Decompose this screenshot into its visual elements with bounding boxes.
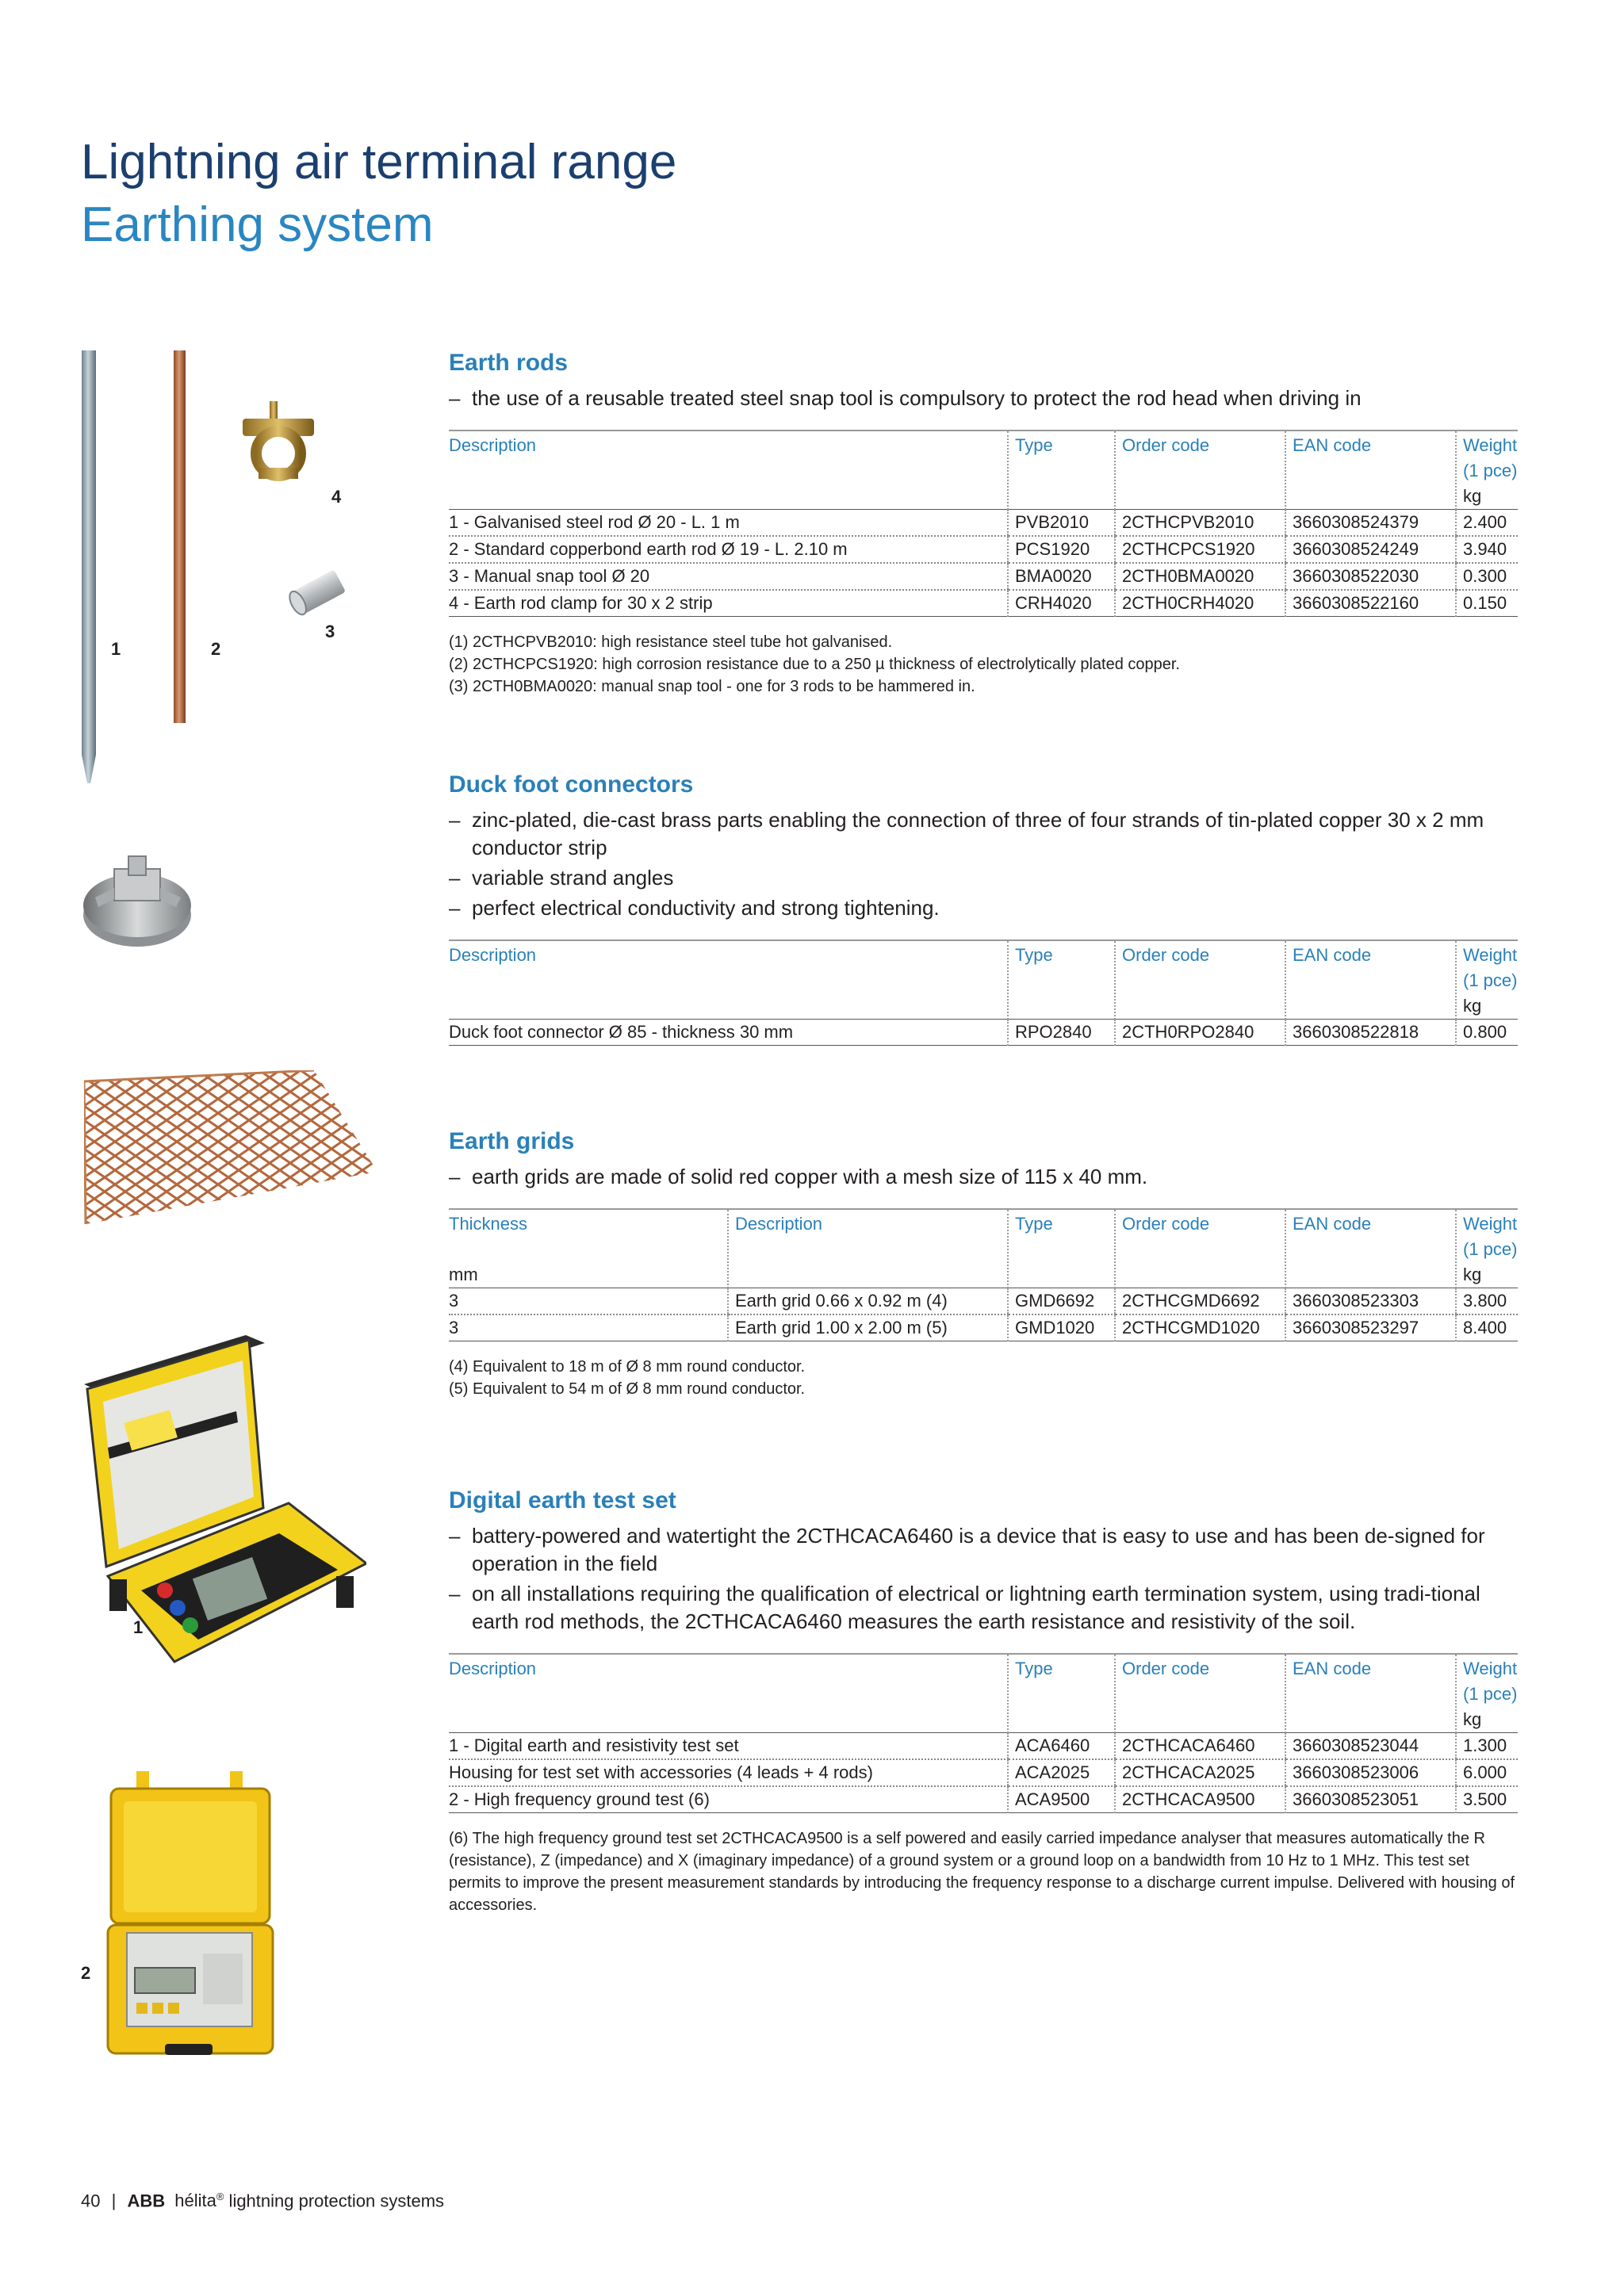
table-cell: PCS1920: [1008, 536, 1115, 563]
table-header-row: [449, 430, 1518, 510]
column-header: Type: [1008, 1654, 1115, 1733]
table-cell: 2CTHCACA6460: [1115, 1733, 1285, 1760]
table-cell: Housing for test set with accessories (4 leads + 4 rods): [449, 1759, 1008, 1786]
footnote: (3) 2CTH0BMA0020: manual snap tool - one for 3 rods to be hammered in.: [449, 678, 975, 695]
column-header: Description: [728, 1209, 1008, 1288]
digital-earth-tester-image: [79, 1329, 366, 1668]
table-cell: 2.400: [1456, 510, 1518, 537]
footnote: (4) Equivalent to 18 m of Ø 8 mm round conductor.: [449, 1358, 806, 1376]
weight-unit: kg: [1463, 1265, 1482, 1284]
column-header: EAN code: [1285, 430, 1456, 510]
weight-per-piece: (1 pce): [1463, 461, 1518, 480]
table-cell: ACA2025: [1008, 1759, 1115, 1786]
bullet-item: – battery-powered and watertight the 2CTHCACA6460 is a device that is easy to use and has been de-signed for operation in the field: [449, 1522, 1503, 1578]
rod-label-2: 2: [211, 639, 221, 659]
duck-foot-connectors-section: [449, 773, 1518, 1046]
thickness-label: Thickness: [449, 1214, 528, 1234]
table-cell: 1 - Digital earth and resistivity test set: [449, 1733, 1008, 1760]
table-header-row: [449, 1209, 1518, 1288]
table-row: [449, 1020, 1518, 1046]
section-heading: Earth rods: [449, 350, 569, 376]
table-cell: GMD6692: [1008, 1288, 1115, 1315]
column-header: Type: [1008, 1209, 1115, 1288]
column-header: EAN code: [1285, 1209, 1456, 1288]
table-row: [449, 1733, 1518, 1760]
table-cell: 8.400: [1456, 1314, 1518, 1341]
footnote: (6) The high frequency ground test set 2CTHCACA9500 is a self powered and easily carried impedance analyser that measures automatically the R (resistance), Z (impedance) and X (imaginary impedance) of a ground system or a ground loop on a bandwidth from 10 Hz to 1 MHz. This test set permits to improve the present measurement standards by introducing the frequency response to a discharge current impulse. Delivered with housing of accessories.: [449, 1830, 1515, 1914]
weight-per-piece: (1 pce): [1463, 1684, 1518, 1704]
table-cell: 3: [449, 1288, 728, 1315]
snap-tool-image: [285, 564, 354, 618]
table-cell: 2CTH0RPO2840: [1115, 1020, 1285, 1046]
page-subtitle: Earthing system: [81, 197, 434, 252]
galvanised-steel-rod-image: [79, 350, 100, 785]
weight-unit: kg: [1463, 1709, 1482, 1729]
table-cell: 2CTHCPVB2010: [1115, 510, 1285, 537]
rod-label-1: 1: [111, 639, 121, 659]
table-cell: GMD1020: [1008, 1314, 1115, 1341]
table-cell: 4 - Earth rod clamp for 30 x 2 strip: [449, 590, 1008, 617]
section-heading: Digital earth test set: [449, 1487, 676, 1513]
table-cell: 3660308522818: [1285, 1020, 1456, 1046]
footnote: (1) 2CTHCPVB2010: high resistance steel tube hot galvanised.: [449, 633, 893, 651]
table-cell: 3.800: [1456, 1288, 1518, 1315]
weight-unit: kg: [1463, 486, 1482, 506]
earth-grids-section: [449, 1130, 1518, 1400]
column-header: Description: [449, 430, 1008, 510]
bullet-list: [449, 385, 1518, 412]
table-cell: 3.500: [1456, 1786, 1518, 1813]
weight-column-header: [1456, 1654, 1518, 1733]
table-row: [449, 1288, 1518, 1315]
weight-label: Weight: [1463, 945, 1518, 965]
table-cell: 2CTHCACA2025: [1115, 1759, 1285, 1786]
column-header: Description: [449, 940, 1008, 1020]
table-cell: Earth grid 1.00 x 2.00 m (5): [728, 1314, 1008, 1341]
table-row: [449, 510, 1518, 537]
earth-grids-table: [449, 1208, 1518, 1341]
footer-separator: |: [111, 2191, 117, 2211]
table-cell: 3660308524249: [1285, 536, 1456, 563]
table-row: [449, 1314, 1518, 1341]
table-cell: CRH4020: [1008, 590, 1115, 617]
digital-earth-test-set-table: [449, 1653, 1518, 1813]
weight-label: Weight: [1463, 1214, 1518, 1234]
weight-label: Weight: [1463, 435, 1518, 455]
column-header: Order code: [1115, 940, 1285, 1020]
column-header: Order code: [1115, 430, 1285, 510]
footnotes: [449, 1356, 1518, 1400]
bullet-list: [449, 1522, 1503, 1636]
column-header: EAN code: [1285, 1654, 1456, 1733]
thickness-unit: mm: [449, 1265, 478, 1284]
footnotes: [449, 631, 1518, 698]
bullet-item: – earth grids are made of solid red copper with a mesh size of 115 x 40 mm.: [449, 1163, 1518, 1191]
snap-tool-label-3: 3: [325, 622, 335, 641]
table-cell: 3 - Manual snap tool Ø 20: [449, 563, 1008, 590]
table-cell: 3: [449, 1314, 728, 1341]
page-number: 40: [81, 2191, 101, 2211]
weight-column-header: [1456, 940, 1518, 1020]
digital-earth-test-set-section: [449, 1489, 1518, 1916]
table-cell: Earth grid 0.66 x 0.92 m (4): [728, 1288, 1008, 1315]
section-heading: Duck foot connectors: [449, 771, 694, 798]
weight-column-header: [1456, 430, 1518, 510]
bullet-list: [449, 806, 1496, 922]
section-heading: Earth grids: [449, 1128, 575, 1154]
bullet-item: – the use of a reusable treated steel snap tool is compulsory to protect the rod head when driving in: [449, 385, 1518, 412]
footnote: (5) Equivalent to 54 m of Ø 8 mm round conductor.: [449, 1380, 806, 1398]
table-cell: ACA6460: [1008, 1733, 1115, 1760]
bullet-list: [449, 1163, 1518, 1191]
column-header: Description: [449, 1654, 1008, 1733]
table-header-row: [449, 940, 1518, 1020]
table-cell: 3660308523303: [1285, 1288, 1456, 1315]
clamp-label-4: 4: [331, 487, 342, 507]
table-row: [449, 536, 1518, 563]
table-cell: 3660308524379: [1285, 510, 1456, 537]
table-cell: RPO2840: [1008, 1020, 1115, 1046]
tester-label-2: 2: [81, 1963, 91, 1983]
table-cell: Duck foot connector Ø 85 - thickness 30 mm: [449, 1020, 1008, 1046]
earth-rod-clamp-image: [235, 400, 322, 482]
table-cell: 2CTH0BMA0020: [1115, 563, 1285, 590]
table-cell: 2CTHCGMD6692: [1115, 1288, 1285, 1315]
table-cell: 2CTHCACA9500: [1115, 1786, 1285, 1813]
table-header-row: [449, 1654, 1518, 1733]
brand-name: ABB: [127, 2191, 166, 2211]
table-cell: 3660308523297: [1285, 1314, 1456, 1341]
product-name: hélita: [174, 2191, 216, 2211]
bullet-item: – perfect electrical conductivity and strong tightening.: [449, 894, 1496, 922]
table-cell: 1 - Galvanised steel rod Ø 20 - L. 1 m: [449, 510, 1008, 537]
table-cell: 6.000: [1456, 1759, 1518, 1786]
copperbond-rod-image: [171, 350, 189, 725]
earth-grid-image: [84, 1070, 377, 1224]
table-cell: 2 - High frequency ground test (6): [449, 1786, 1008, 1813]
column-header: Order code: [1115, 1209, 1285, 1288]
page-title: Lightning air terminal range: [81, 135, 677, 189]
table-row: [449, 563, 1518, 590]
table-row: [449, 590, 1518, 617]
footnote: (2) 2CTHCPCS1920: high corrosion resistance due to a 250 µ thickness of electrolytically plated copper.: [449, 656, 1180, 673]
table-cell: 3.940: [1456, 536, 1518, 563]
weight-label: Weight: [1463, 1659, 1518, 1678]
earth-rods-section: [449, 351, 1518, 698]
table-cell: 3660308523044: [1285, 1733, 1456, 1760]
weight-per-piece: (1 pce): [1463, 1239, 1518, 1259]
column-header: Order code: [1115, 1654, 1285, 1733]
table-cell: ACA9500: [1008, 1786, 1115, 1813]
table-cell: 0.800: [1456, 1020, 1518, 1046]
bullet-item: – on all installations requiring the qualification of electrical or lightning earth termination system, using tradi-tional earth rod methods, the 2CTHCACA6460 measures the earth resistance and resistivity of the soil.: [449, 1580, 1503, 1636]
registered-mark: ®: [216, 2191, 224, 2202]
column-header: Type: [1008, 430, 1115, 510]
column-header: EAN code: [1285, 940, 1456, 1020]
earth-rods-table: [449, 430, 1518, 617]
footnotes: [449, 1827, 1518, 1916]
footer-text: lightning protection systems: [224, 2191, 445, 2211]
bullet-item: – variable strand angles: [449, 864, 1496, 892]
table-cell: PVB2010: [1008, 510, 1115, 537]
table-cell: 3660308523051: [1285, 1786, 1456, 1813]
bullet-item: – zinc-plated, die-cast brass parts enabling the connection of three of four strands of tin-plated copper 30 x 2 mm conductor strip: [449, 806, 1496, 862]
table-cell: 2CTHCPCS1920: [1115, 536, 1285, 563]
table-cell: BMA0020: [1008, 563, 1115, 590]
duck-foot-connector-image: [79, 850, 195, 955]
page-footer: [81, 2191, 444, 2211]
table-cell: 0.150: [1456, 590, 1518, 617]
table-row: [449, 1786, 1518, 1813]
table-cell: 3660308522160: [1285, 590, 1456, 617]
table-row: [449, 1759, 1518, 1786]
weight-per-piece: (1 pce): [1463, 970, 1518, 990]
table-cell: 2CTHCGMD1020: [1115, 1314, 1285, 1341]
table-cell: 2 - Standard copperbond earth rod Ø 19 - L. 2.10 m: [449, 536, 1008, 563]
table-cell: 1.300: [1456, 1733, 1518, 1760]
thickness-column-header: [449, 1209, 728, 1288]
table-cell: 3660308523006: [1285, 1759, 1456, 1786]
column-header: Type: [1008, 940, 1115, 1020]
high-frequency-tester-image: [105, 1770, 274, 2061]
table-cell: 2CTH0CRH4020: [1115, 590, 1285, 617]
tester-label-1: 1: [133, 1617, 144, 1637]
duck-foot-connectors-table: [449, 939, 1518, 1046]
weight-unit: kg: [1463, 996, 1482, 1016]
table-cell: 0.300: [1456, 563, 1518, 590]
weight-column-header: [1456, 1209, 1518, 1288]
table-cell: 3660308522030: [1285, 563, 1456, 590]
